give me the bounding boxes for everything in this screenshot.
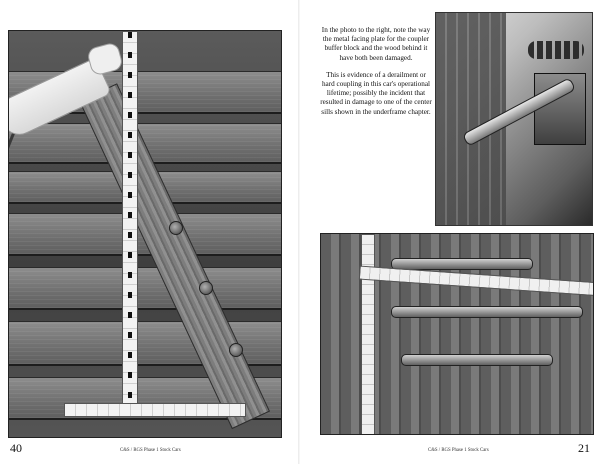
page-number-left: 40 [10,441,22,455]
brace-bolt [199,281,213,295]
photo-plank [9,267,281,310]
measuring-ruler-horizontal [64,403,246,417]
car-end-ladder-photo [320,233,594,435]
brace-bolt [169,221,183,235]
page-number-right: 21 [578,441,590,455]
grab-iron [391,306,583,318]
grab-iron [401,354,553,366]
caption-paragraph: This is evidence of a derailment or hard coupling in this car's operational lifetime; possibly the incident that resulted in damage to one of the center sills shown in the underframe chapter. [320,70,432,116]
coupler-chain [528,41,584,59]
caption-paragraph: In the photo to the right, note the way the metal facing plate for the coupler buffer block and the wood behind it have both been damaged. [321,26,431,62]
grab-iron [391,258,533,270]
running-title-left: C&S / RGS Phase 1 Stock Cars [120,448,181,453]
photo-caption [320,26,432,125]
coupler-buffer-block-photo [435,12,593,226]
measuring-ruler-vertical [122,31,138,411]
running-title-right: C&S / RGS Phase 1 Stock Cars [428,448,489,453]
measuring-ruler-vertical [361,234,375,435]
brace-bolt [229,343,243,357]
stock-car-side-photo [8,30,282,438]
